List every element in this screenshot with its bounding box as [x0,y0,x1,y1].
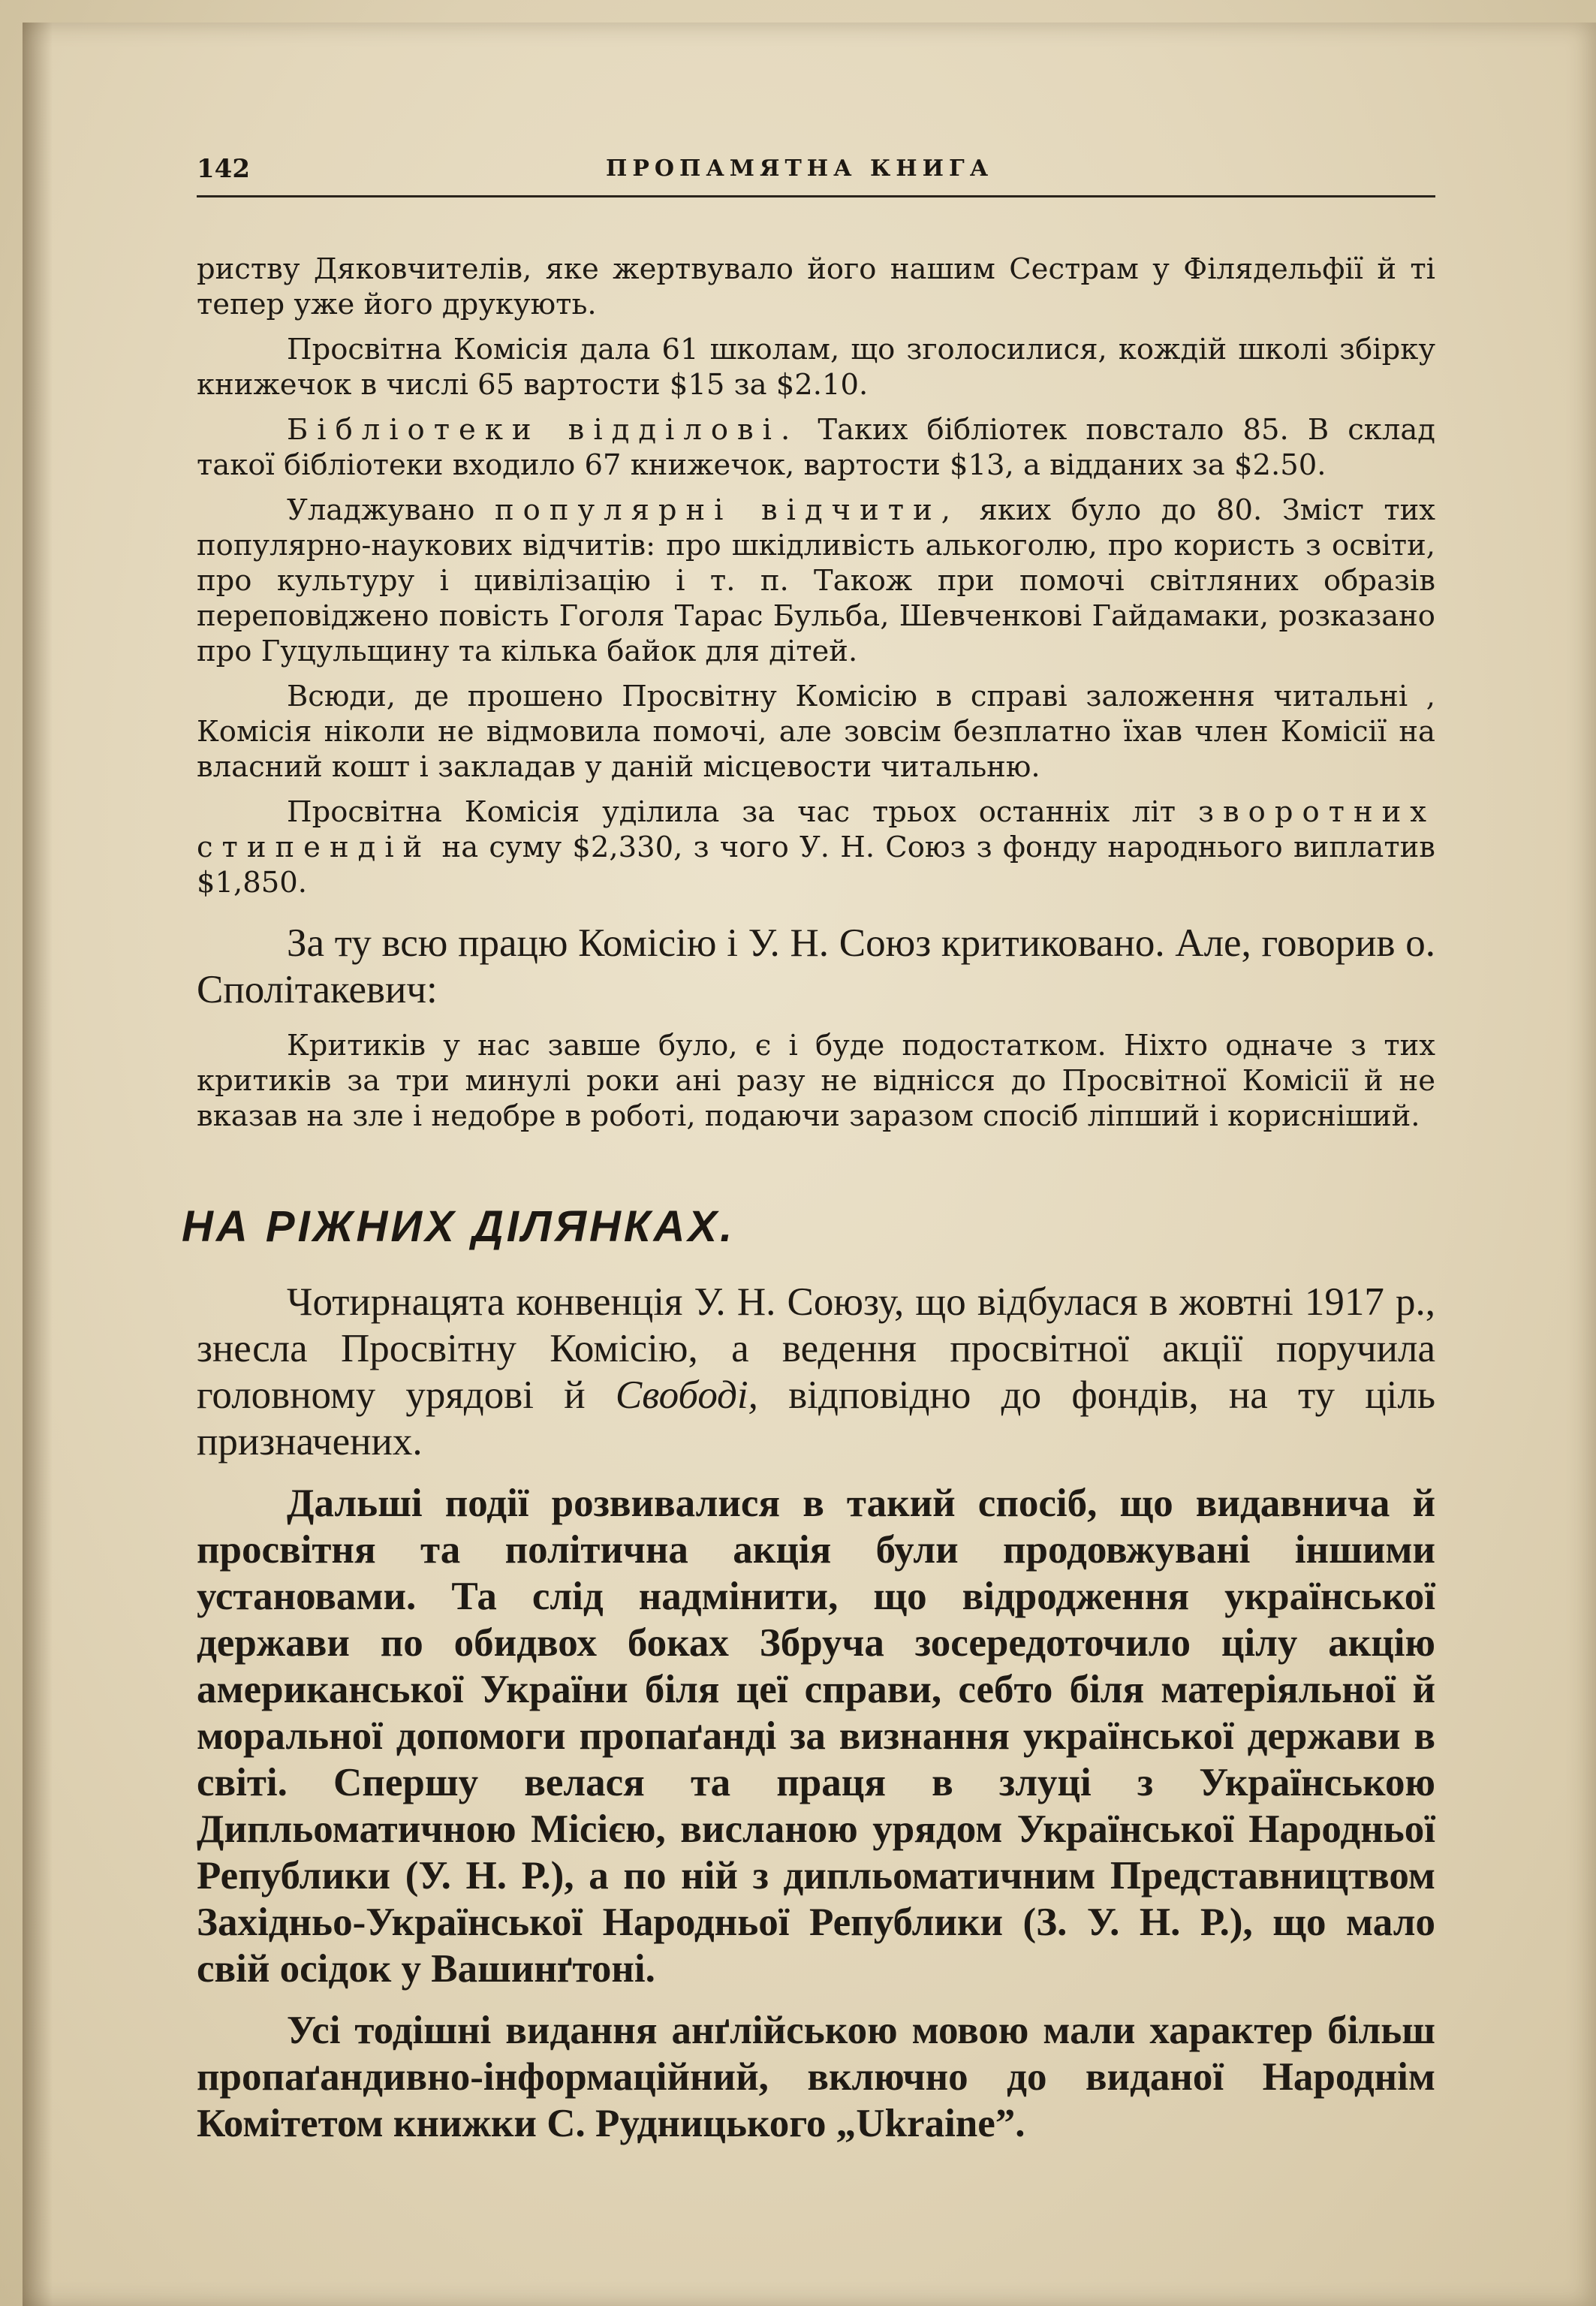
section-body [197,1279,1435,2147]
paragraph-publications: Усі тодішні видання анґлійською мовою мали характер більш пропаґандивно-інформаційний, включно до виданої Народнім Комітетом книжки С. Рудницького „Ukraine”. [197,2009,1435,2145]
paragraph-convention [197,1279,1435,1465]
paragraph-branch-libraries [197,412,1435,483]
paragraph-text: Таких бібліотек повстало 85. В склад такої бібліотеки входило 67 книжечок, вартости $13, а відданих за $2.50. [197,413,1435,482]
page-body [182,252,1435,2162]
quote-block [197,1028,1435,1134]
header-rule [197,195,1435,197]
binding-shadow [23,23,53,2306]
section-heading: НА РІЖНИХ ДІЛЯНКАХ. [182,1202,736,1251]
paragraph-events: Дальші події розвивалися в такий спосіб, що видавнича й просвітня та політична акція були продовжувані іншими установами. Та слід надмінити, що відродження української держави по обидвох боках Збруча зосередоточило цілу акцію американської України біля цеї справи, себто біля матеріяльної й моральної допомоги пропаґанді за визнання української держави в світі. Спершу велася та праця в злуці з Українською Дипльоматичною Місією, висланою урядом Української Народньої Републики (У. Н. Р.), а по ній з дипльоматичним Представництвом Західньо-Української Народньої Републики (З. У. Н. Р.), що мало свій осідок у Вашинґтоні. [197,1482,1435,1991]
paragraph-continuation: риству Дяковчителів, яке жертвувало його нашим Сестрам у Філядельфії й ті тепер уже його друкують. [197,252,1435,321]
spaced-term: зворотних стипендій [197,795,1435,864]
running-head [174,154,1435,199]
spaced-term: популярні відчити, [494,493,959,527]
paragraph-quote: Критиків у нас завше було, є і буде подостатком. Ніхто одначе з тих критиків за три минулі роки ані разу не віднісся до Просвітної Комісії й не вказав на зле і недобре в роботі, подаючи заразом спосіб ліпший і корисніший. [197,1029,1435,1133]
paragraph-criticism: За ту всю працю Комісію і У. Н. Союз критиковано. Але, говорив о. Сполітакевич: [197,921,1435,1011]
spaced-term: Бібліотеки відділові. [287,413,800,447]
paragraph-stipends [197,794,1435,900]
paragraph-text: на суму $2,330, з чого У. Н. Союз з фонду народнього виплатив $1,850. [197,830,1435,900]
large-type-block [197,920,1435,1013]
page-number: 142 [197,154,250,184]
paragraph-school-books: Просвітна Комісія дала 61 школам, що зголосилися, кождій школі збірку книжечок в числі 65 вартости $15 за $2.10. [197,333,1435,402]
running-title: ПРОПАМЯТНА КНИГА [606,155,994,182]
paragraph-text: яких було до 80. Зміст тих популярно-наукових відчитів: про шкідливість алькоголю, про користь з освіти, про культуру і цивілізацію і т. п. Також при помочі світляних образів переповіджено повість Гоголя Тарас Бульба, Шевченкові Гайдамаки, розказано про Гуцульщину та кілька байок для дітей. [197,493,1435,668]
small-type-block [197,252,1435,900]
paragraph-text: відповідно до фондів, на ту ціль призначених. [197,1373,1435,1463]
paragraph-text: Просвітна Комісія уділила за час трьох останніх літ [287,795,1198,829]
paragraph-text: Чотирнацята конвенція У. Н. Союзу, що відбулася в жовтні 1917 р., знесла Просвітну Комісію, а ведення просвітної акції поручила головному урядові й [197,1280,1435,1417]
paragraph-text: Уладжувано [287,493,495,527]
paragraph-reading-rooms: Всюди, де прошено Просвітну Комісію в справі заложення читальні , Комісія ніколи не відмовила помочі, але зовсім безплатно їхав член Комісії на власний кошт і закладав у даній місцевости читальню. [197,680,1435,784]
italic-term: Свободі, [615,1373,758,1417]
paragraph-lectures [197,493,1435,669]
